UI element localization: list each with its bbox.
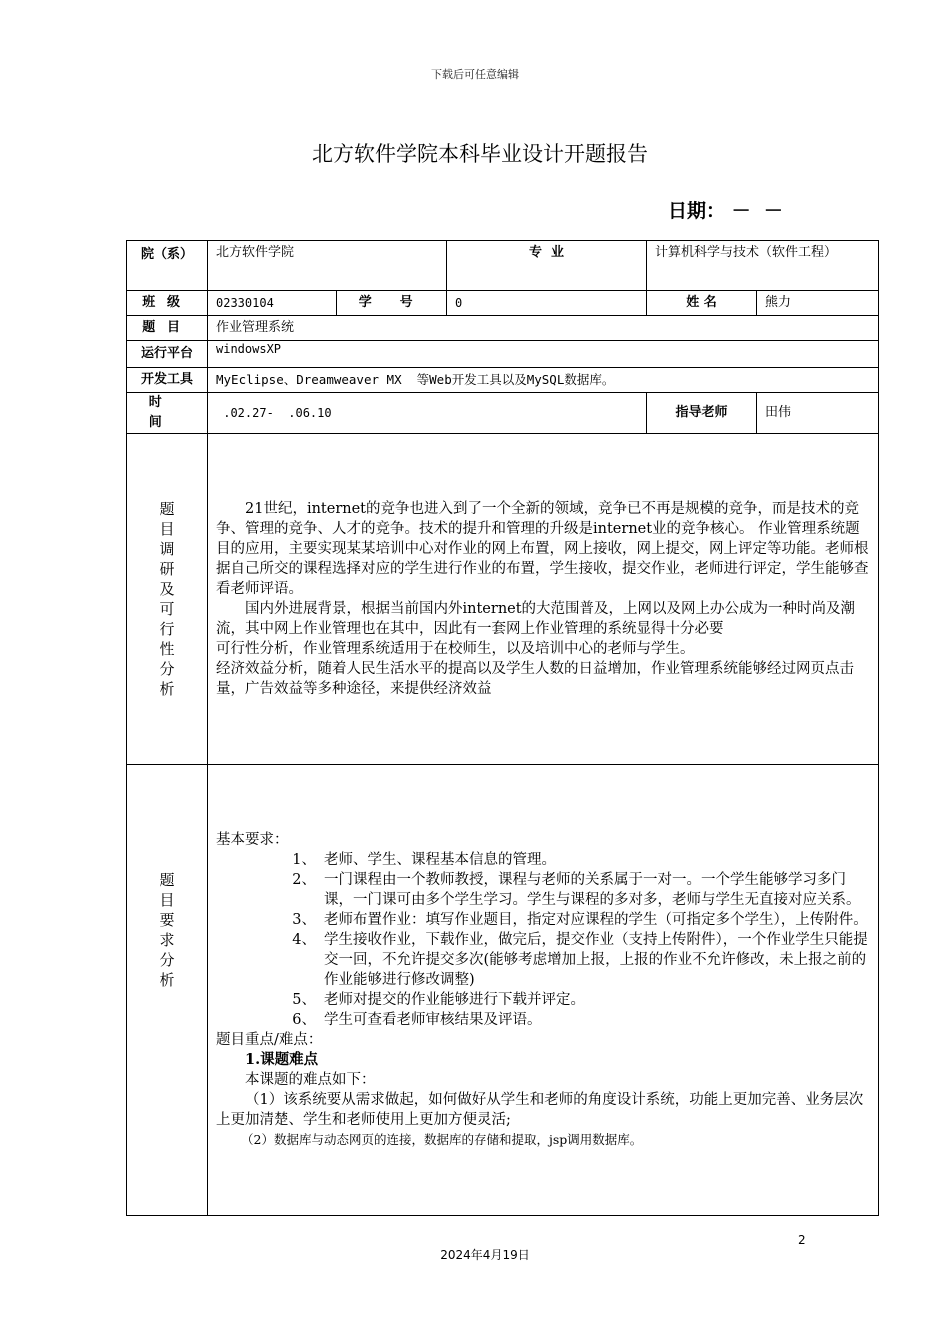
row-class [127, 291, 879, 316]
major-label: 专 业 [447, 241, 647, 291]
header-note: 下载后可任意编辑 [431, 68, 519, 81]
requirement-item: 5、 老师对提交的作业能够进行下载并评定。 [292, 992, 585, 1008]
requirements-label: 题 目 要 求 分 析 [127, 765, 208, 1216]
research-paragraph-2: 国内外进展背景，根据当前国内外internet的大范围普及，上网以及网上办公成为一种时尚及潮流，其中网上作业管理也在其中，因此有一套网上作业管理的系统显得十分必要 [216, 601, 856, 637]
platform-value: windowsXP [208, 341, 879, 368]
platform-label: 运行平台 [127, 341, 208, 368]
row-department [127, 241, 879, 291]
class-label: 班级 [127, 291, 208, 316]
name-value: 熊力 [757, 291, 879, 316]
basic-heading: 基本要求： [216, 832, 289, 848]
time-value: .02.27- .06.10 [208, 393, 647, 434]
tools-label: 开发工具 [127, 368, 208, 393]
name-label: 姓 名 [647, 291, 757, 316]
date-line [668, 196, 783, 223]
difficulty-intro: 本课题的难点如下： [245, 1072, 376, 1088]
row-research [127, 434, 879, 765]
student-id-value: 0 [447, 291, 647, 316]
topic-label: 题目 [127, 316, 208, 341]
row-platform [127, 341, 879, 368]
requirement-item: 6、 学生可查看老师审核结果及评语。 [292, 1012, 542, 1028]
page-title: 北方软件学院本科毕业设计开题报告 [312, 142, 648, 166]
key-points-heading: 题目重点/难点： [216, 1032, 323, 1048]
class-value: 02330104 [208, 291, 337, 316]
footer-date: 2024年4月19日 [440, 1248, 530, 1262]
requirement-item: 3、 老师布置作业：填写作业题目，指定对应课程的学生（可指定多个学生），上传附件。 [292, 912, 868, 928]
advisor-value: 田伟 [757, 393, 879, 434]
tools-value: MyEclipse、Dreamweaver MX 等Web开发工具以及MySQL数据库。 [208, 368, 879, 393]
date-value: － － [725, 200, 783, 222]
dept-value: 北方软件学院 [208, 241, 447, 291]
student-id-label: 学 号 [337, 291, 447, 316]
research-paragraph-1: 21世纪，internet的竞争也进入到了一个全新的领域，竞争已不再是规模的竞争，而是技术的竞争、管理的竞争、人才的竞争。技术的提升和管理的升级是internet业的竞争核心。 作业管理系统题目的应用，主要实现某某培训中心对作业的网上布置，网上接收，网上提交，网上评定等功能。老师根据自己所交的课程选择对应的学生进行作业的布置，学生接收，提交作业，老师进行评定，学生能够查看老师评语。 [216, 501, 869, 597]
feasibility-text: 可行性分析，作业管理系统适用于在校师生，以及培训中心的老师与学生。 [216, 641, 695, 657]
research-content [208, 434, 879, 765]
topic-value: 作业管理系统 [208, 316, 879, 341]
major-value: 计算机科学与技术（软件工程） [647, 241, 879, 291]
date-label: 日期： [668, 200, 726, 222]
difficulty-heading: 1.课题难点 [245, 1051, 319, 1068]
proposal-form [126, 240, 879, 1216]
requirement-item: 1、 老师、学生、课程基本信息的管理。 [292, 852, 556, 868]
economic-text: 经济效益分析，随着人民生活水平的提高以及学生人数的日益增加，作业管理系统能够经过网页点击量，广告效益等多种途径，来提供经济效益 [216, 661, 854, 697]
requirements-content [208, 765, 879, 1216]
difficulty-point-2: （2）数据库与动态网页的连接，数据库的存储和提取，jsp调用数据库。 [241, 1132, 643, 1147]
requirement-item: 2、 一门课程由一个教师教授，课程与老师的关系属于一对一。一个学生能够学习多门课，一门课可由多个学生学习。学生与课程的多对多，老师与学生无直接对应关系。 [292, 872, 861, 908]
research-label: 题 目 调 研 及 可 行 性 分 析 [127, 434, 208, 765]
advisor-label: 指导老师 [647, 393, 757, 434]
row-topic [127, 316, 879, 341]
dept-label: 院（系） [127, 241, 208, 291]
time-label: 时间 [127, 393, 208, 434]
difficulty-point-1: （1）该系统要从需求做起，如何做好从学生和老师的角度设计系统，功能上更加完善、业务层次上更加清楚、学生和老师使用上更加方便灵活; [216, 1092, 864, 1128]
row-requirements [127, 765, 879, 1216]
row-time [127, 393, 879, 434]
page-number: 2 [798, 1233, 806, 1247]
row-tools [127, 368, 879, 393]
requirement-item: 4、 学生接收作业，下载作业，做完后，提交作业（支持上传附件），一个作业学生只能提交一回，不允许提交多次(能够考虑增加上报，上报的作业不允许修改，未上报之前的作业能够进行修改调整) [292, 932, 868, 988]
